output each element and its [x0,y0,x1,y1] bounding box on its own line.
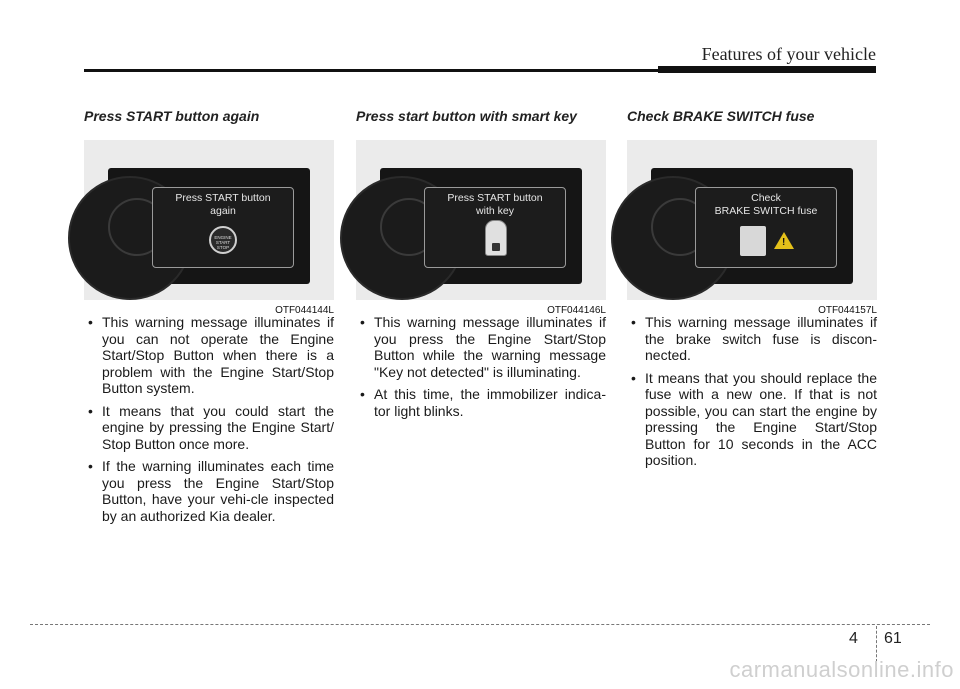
section-press-start-again [84,108,334,530]
warning-line-1: Press START button [175,192,271,204]
footer-rule [30,624,930,625]
warning-panel [695,187,837,268]
page-number: 61 [884,630,902,647]
list-item: • This warning message illuminates if you press the Engine Start/Stop Button while the warning message "Key not detected" is illuminating. [356,314,606,380]
display-bezel [380,168,582,284]
section-check-brake-switch-fuse [627,108,877,475]
warning-line-2: again [210,205,236,217]
cluster-display-figure [356,140,606,316]
bullet-list [356,314,606,419]
fuse-icon [740,226,766,256]
warning-message [696,192,836,218]
warning-line-1: Press START button [447,192,543,204]
warning-message [153,192,293,218]
section-press-start-smart-key [356,108,606,425]
exclamation-icon: ! [782,237,786,248]
header-title: Features of your vehicle [701,44,876,64]
section-heading: Check BRAKE SWITCH fuse [627,108,815,124]
header-rule [84,69,658,72]
display-bezel [108,168,310,284]
warning-line-2: BRAKE SWITCH fuse [714,205,818,217]
figure-code: OTF044144L [275,305,334,316]
list-item: • It means that you could start the engine by pressing the Engine Start/ Stop Button once more. [84,403,334,453]
section-heading: Press START button again [84,108,260,124]
display-bezel [651,168,853,284]
list-item: • It means that you should replace the fuse with a new one. If that is not possible, you can start the engine by pressing the Engine Start/Stop Button for 10 seconds in the ACC position. [627,370,877,469]
list-item: • This warning message illuminates if the brake switch fuse is discon-nected. [627,314,877,364]
figure-code: OTF044146L [547,305,606,316]
section-heading: Press start button with smart key [356,108,577,124]
warning-line-1: Check [751,192,781,204]
smart-key-icon [485,220,507,256]
list-item: • This warning message illuminates if you can not operate the Engine Start/Stop Button when there is a problem with the Engine Start/Stop Button system. [84,314,334,397]
header-rule-accent [658,66,876,73]
engine-start-stop-button-icon: ENGINE START STOP [209,226,237,254]
watermark: carmanualsonline.info [729,657,954,682]
list-item: • If the warning illuminates each time you press the Engine Start/Stop Button, have your vehi-cle inspected by an authorized Kia dealer. [84,458,334,524]
bullet-list [627,314,877,469]
bullet-list [84,314,334,524]
warning-line-2: with key [476,205,514,217]
chapter-number: 4 [849,630,858,647]
cluster-display-figure [84,140,334,316]
warning-panel [424,187,566,268]
cluster-display-figure [627,140,877,316]
figure-code: OTF044157L [818,305,877,316]
list-item: • At this time, the immobilizer indica-tor light blinks. [356,386,606,419]
warning-message [425,192,565,218]
warning-panel [152,187,294,268]
